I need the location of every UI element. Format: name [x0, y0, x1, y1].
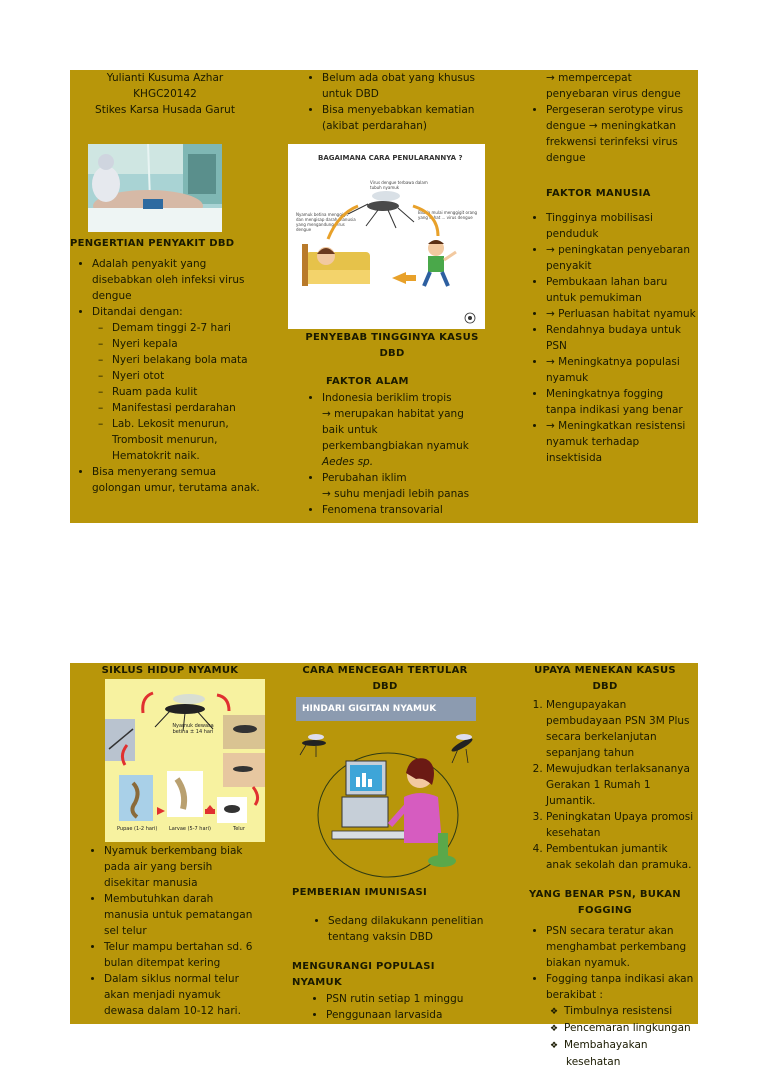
computer-user-illustration [292, 693, 488, 883]
figure-note-right: Bila ia mulai menggigit orang yang sehat ... virus dengue [418, 210, 478, 220]
author-block [70, 70, 260, 118]
mosquito-right-icon [450, 734, 474, 763]
transmission-figure [288, 144, 485, 329]
list-item: • Meningkatnya fogging tanpa indikasi yang benar [546, 386, 696, 418]
fact-list [302, 70, 482, 134]
column-1-body [80, 843, 260, 1019]
imunisasi-list [292, 913, 488, 945]
list-item: • PSN secara teratur akan menghambat perkembang biakan nyamuk. [546, 923, 696, 971]
symptom-item: – Nyeri belakang bola mata [112, 352, 260, 368]
definition-list [70, 256, 260, 496]
list-item: • Bisa menyerang semua golongan umur, terutama anak. [92, 464, 260, 496]
continuation-text: → mempercepat penyebaran virus dengue [546, 72, 681, 100]
column-3 [520, 663, 696, 1070]
sick-child-icon [302, 244, 370, 286]
author-name: Yulianti Kusuma Azhar [106, 72, 224, 84]
list-item: • Pembukaan lahan baru untuk pemukiman [546, 274, 696, 306]
life-cycle-illustration [105, 679, 265, 842]
heading-cara-mencegah: CARA MENCEGAH TERTULAR DBD [302, 665, 468, 692]
label-adult: Nyamuk dewasa betina ± 14 hari [172, 723, 214, 735]
list-item-text: Fogging tanpa indikasi akan berakibat : [546, 973, 694, 1001]
list-item: • Dalam siklus normal telur akan menjadi nyamuk dewasa dalam 10-12 hari. [104, 971, 260, 1019]
patient-photo [88, 144, 222, 232]
heading-penyebab: PENYEBAB TINGGINYA KASUS DBD [305, 332, 479, 359]
list-item: • → Meningkatnya populasi nyamuk [546, 354, 696, 386]
list-item: • Telur mampu bertahan sd. 6 bulan ditempat kering [104, 939, 260, 971]
heading-psn-fogging: YANG BENAR PSN, BUKAN FOGGING [529, 889, 681, 916]
list-item: • Rendahnya budaya untuk PSN [546, 322, 696, 354]
list-item: • Membutuhkan darah manusia untuk pematangan sel telur [104, 891, 260, 939]
list-item: • Nyamuk berkembang biak pada air yang bersih disekitar manusia [104, 843, 260, 891]
heading-upaya: UPAYA MENEKAN KASUS DBD [534, 665, 676, 692]
symptom-item: – Ruam pada kulit [112, 384, 260, 400]
heading-mengurangi: MENGURANGI POPULASI NYAMUK [292, 961, 435, 988]
faktor-alam-list [302, 390, 482, 518]
symptom-item: – Nyeri otot [112, 368, 260, 384]
mosquito-icon [348, 191, 414, 228]
column-1 [70, 70, 260, 118]
banner-hindari: HINDARI GIGITAN NYAMUK [296, 697, 476, 721]
column-2-body [302, 330, 482, 518]
brochure-page-outside [70, 70, 698, 523]
symptom-item: – Manifestasi perdarahan [112, 400, 260, 416]
transmission-cycle-illustration [288, 144, 485, 329]
species-name: Aedes sp. [322, 456, 374, 468]
column-1-body [70, 236, 260, 496]
list-item: • Bisa menyebabkan kematian (akibat perdarahan) [322, 102, 482, 134]
list-item: 3. Peningkatan Upaya promosi kesehatan [546, 809, 696, 841]
list-item: • Sedang dilakukann penelitian tentang vaksin DBD [328, 913, 488, 945]
label-larva: Larvae (5-7 hari) [169, 826, 211, 832]
list-item: • → peningkatan penyebaran penyakit [546, 242, 696, 274]
list-item-text: Indonesia beriklim tropis [322, 392, 452, 404]
list-item [546, 971, 696, 1070]
psn-list [520, 923, 696, 1070]
life-cycle-facts [80, 843, 260, 1019]
column-3 [528, 70, 696, 466]
heading-siklus: SIKLUS HIDUP NYAMUK [101, 665, 239, 676]
institution: Stikes Karsa Husada Garut [95, 104, 235, 116]
list-item: 4. Pembentukan jumantik anak sekolah dan pramuka. [546, 841, 696, 873]
list-item: • Pergeseran serotype virus dengue → meningkatkan frekwensi terinfeksi virus dengue [546, 102, 696, 166]
heading-faktor-alam: FAKTOR ALAM [326, 376, 409, 387]
column-2 [292, 663, 488, 695]
list-item-continuation: → suhu menjadi lebih panas [322, 488, 470, 500]
symptom-item: – Demam tinggi 2-7 hari [112, 320, 260, 336]
list-item: • Belum ada obat yang khusus untuk DBD [322, 70, 482, 102]
list-item: 2. Mewujudkan terlaksananya Gerakan 1 Rumah 1 Jumantik. [546, 761, 696, 809]
figure-note-left: Nyamuk betina menggigit dan mengisap darah manusia yang mengandung virus dengue [296, 212, 356, 232]
serotype-list [528, 102, 696, 166]
column-1 [70, 663, 270, 679]
upaya-list [520, 697, 696, 873]
label-pupa: Pupae (1-2 hari) [117, 826, 158, 832]
list-item: • → Meningkatkan resistensi nyamuk terhadap insektisida [546, 418, 696, 466]
life-cycle-figure [105, 679, 265, 842]
figure-title: BAGAIMANA CARA PENULARANNYA ? [318, 154, 463, 162]
mengurangi-list [292, 991, 488, 1023]
akibat-item: ❖ Pencemaran lingkungan [566, 1020, 696, 1037]
student-id: KHGC20142 [133, 88, 197, 100]
label-egg: Telur [233, 826, 245, 832]
heading-pengertian: PENGERTIAN PENYAKIT DBD [70, 238, 235, 249]
list-item [322, 470, 482, 502]
heading-faktor-manusia: FAKTOR MANUSIA [546, 188, 651, 199]
list-item: • Tingginya mobilisasi penduduk [546, 210, 696, 242]
list-item-continuation: → merupakan habitat yang baik untuk perkembangbiakan nyamuk [322, 408, 469, 452]
faktor-manusia-list [528, 210, 696, 466]
list-item [322, 390, 482, 470]
symptom-item: – Nyeri kepala [112, 336, 260, 352]
healthy-child-icon [424, 240, 456, 286]
list-item-text: Perubahan iklim [322, 472, 407, 484]
akibat-item: ❖ Timbulnya resistensi [566, 1003, 696, 1020]
list-item: • Fenomena transovarial [322, 502, 482, 518]
figure-note-top: Virus dengue terbawa dalam tubuh nyamuk [370, 180, 428, 190]
mosquito-left-icon [300, 734, 326, 757]
list-item: • Penggunaan larvasida [326, 1007, 488, 1023]
brochure-page-inside [70, 663, 698, 1068]
heading-imunisasi: PEMBERIAN IMUNISASI [292, 887, 428, 898]
akibat-list [546, 1003, 696, 1070]
list-item [92, 304, 260, 464]
symptom-item: – Lab. Lekosit menurun, Trombosit menurun, Hematokrit naik. [112, 416, 260, 464]
akibat-item: ❖ Membahayakan kesehatan [566, 1037, 696, 1070]
list-item: • PSN rutin setiap 1 minggu [326, 991, 488, 1007]
symptom-list [92, 320, 260, 464]
list-item: • Adalah penyakit yang disebabkan oleh infeksi virus dengue [92, 256, 260, 304]
list-item: • → Perluasan habitat nyamuk [546, 306, 696, 322]
list-item: 1. Mengupayakan pembudayaan PSN 3M Plus secara berkelanjutan sepanjang tahun [546, 697, 696, 761]
column-2-body [292, 885, 488, 1023]
list-item-text: Ditandai dengan: [92, 306, 183, 318]
prevention-figure [292, 693, 488, 883]
column-2 [302, 70, 482, 134]
